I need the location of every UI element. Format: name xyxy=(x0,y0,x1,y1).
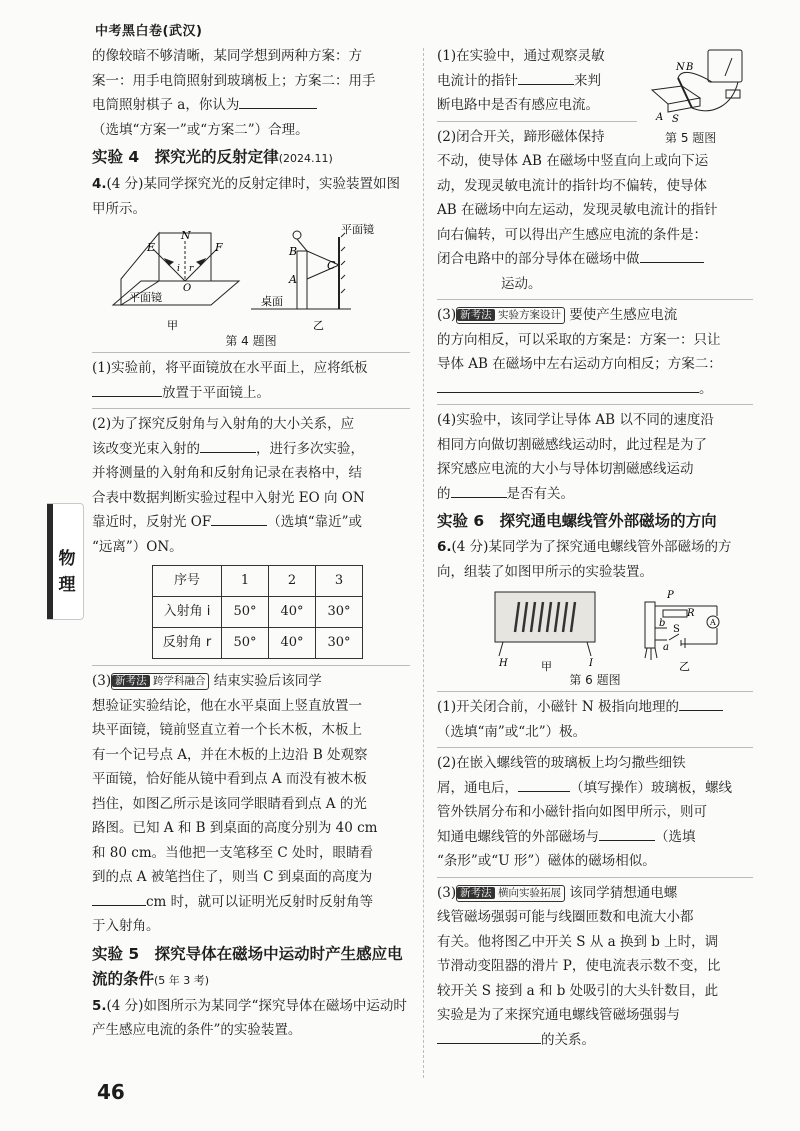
answer-blank[interactable] xyxy=(451,483,507,498)
label-a: a xyxy=(663,642,669,653)
label-A: A xyxy=(656,112,664,123)
q5-part2: (2)闭合开关，蹄形磁体保持 不动，使导体 AB 在磁场中竖直向上或向下运 动，发现灵敏电流计的指针均不偏转，使导体 AB 在磁场中向左运动，发现灵敏电流计的指针 向右偏转，可以得出产生感应电流的条件是： 闭合电路中的部分导体在磁场中做 运动。 xyxy=(437,128,718,292)
figure-6-yi xyxy=(645,602,719,660)
section-title-exp6: 实验 6 探究通电螺线管外部磁场的方向 xyxy=(437,512,717,530)
q5-part1: (1)在实验中，通过观察灵敏 电流计的指针 来判 断电路中是否有感应电流。 xyxy=(437,48,605,113)
divider-line xyxy=(437,299,753,300)
left-column xyxy=(92,44,410,1043)
label-yi: 乙 xyxy=(679,660,690,672)
table-cell: 反射角 r xyxy=(153,628,222,659)
label-P: P xyxy=(667,590,674,601)
question-5-intro: 5.(4 分)如图所示为某同学“探究导体在磁场中运动时产生感应电流的条件”的实验装置。 xyxy=(92,997,407,1038)
label-A: A xyxy=(710,618,716,627)
label-mirror-yi: 平面镜 xyxy=(341,223,374,236)
label-yi: 乙 xyxy=(313,319,324,332)
figure-5 xyxy=(642,46,752,126)
eye-icon xyxy=(293,231,301,239)
q5-part4: (4)实验中，该同学让导体 AB 以不同的速度沿 相同方向做切割磁感线运动时，此过程是为了 探究感应电流的大小与导体切割磁感线运动 的 是否有关。 xyxy=(437,412,714,502)
galvanometer-icon xyxy=(708,50,742,82)
q4-part3: (3) 新考法 跨学科融合 结束实验后该同学 想验证实验结论，他在水平桌面上竖直放置一 块平面镜，镜前竖直立着一个长木板，木板上 有一个记号点 A，并在木板的上边沿 B 处观察 平面镜，恰好能从镜中看到点 A 而没有被木板 挡住，如图乙所示是该同学眼睛看到点 A 的光 路图。已知 A 和 B 到桌面的高度分别为 40 cm 和 80 cm。当他把一支笔移至 C 处时，眼睛看 到的点 A 被笔挡住了，则当 C 到桌面的高度为 cm 时，就可以证明光反射时反射角等 于入射角。 xyxy=(92,673,378,934)
label-S: S xyxy=(672,114,679,125)
table-row xyxy=(153,597,363,628)
label-O: O xyxy=(183,283,192,294)
section-title-exp5: 实验 5 探究导体在磁场中运动时产生感应电流的条件(5 年 3 考) xyxy=(92,944,403,988)
q5-part3: (3) 新考法 实验方案设计 要使产生感应电流 的方向相反，可以采取的方案是：方案一：只让 导体 AB 在磁场中左右运动方向相反；方案二： 。 xyxy=(437,307,722,397)
table-cell: 40° xyxy=(269,597,316,628)
book-header: 中考黑白卷(武汉) xyxy=(95,24,203,39)
answer-blank[interactable] xyxy=(518,70,574,85)
divider-line xyxy=(437,747,753,748)
solenoid-core xyxy=(645,602,655,648)
answer-blank[interactable] xyxy=(92,891,146,906)
figure-5-caption: 第 5 题图 xyxy=(665,131,717,145)
answer-blank[interactable] xyxy=(518,777,570,792)
divider-line xyxy=(437,121,637,122)
label-N: N xyxy=(676,62,685,73)
column-divider xyxy=(423,48,424,1078)
label-I: I xyxy=(589,658,593,669)
label-desk: 桌面 xyxy=(261,295,283,308)
label-i: i xyxy=(177,264,180,274)
new-method-tag: 新考法 跨学科融合 xyxy=(111,673,209,690)
page-number: 46 xyxy=(97,1080,125,1104)
divider-line xyxy=(437,404,753,405)
figure-6-jia xyxy=(495,592,595,656)
glass-plate xyxy=(495,592,595,642)
table-cell: 1 xyxy=(222,566,269,597)
table-cell: 50° xyxy=(222,628,269,659)
label-jia: 甲 xyxy=(541,660,552,672)
label-B: B xyxy=(686,62,694,73)
figure-6 xyxy=(455,584,735,672)
label-F: F xyxy=(215,241,223,254)
angle-table xyxy=(152,565,363,659)
rheostat-icon xyxy=(663,610,687,617)
intro-line: （选填“方案一”或“方案二”）合理。 xyxy=(92,121,309,138)
figure-4-caption: 第 4 题图 xyxy=(225,334,277,348)
answer-blank[interactable] xyxy=(640,248,704,263)
answer-blank[interactable] xyxy=(599,826,655,841)
question-6-intro: 6.(4 分)某同学为了探究通电螺线管外部磁场的方向，组装了如图甲所示的实验装置。 xyxy=(437,539,732,580)
intro-line: 的像较暗不够清晰，某同学想到两种方案：方 xyxy=(92,48,362,64)
eye-line xyxy=(297,239,307,251)
label-B: B xyxy=(289,245,298,258)
divider-line xyxy=(437,877,753,878)
table-cell: 30° xyxy=(316,628,363,659)
new-method-tag: 新考法 实验方案设计 xyxy=(456,307,565,324)
answer-blank[interactable] xyxy=(200,438,256,453)
figure-6-caption: 第 6 题图 xyxy=(569,673,621,687)
table-cell: 2 xyxy=(269,566,316,597)
subject-tab xyxy=(47,503,84,620)
table-cell: 序号 xyxy=(153,566,222,597)
answer-blank[interactable] xyxy=(211,511,267,526)
q6-part1: (1)开关闭合前，小磁针 N 极指向地理的 （选填“南”或“北”）极。 xyxy=(437,695,753,744)
table-cell: 40° xyxy=(269,628,316,659)
horseshoe-magnet-icon xyxy=(652,86,700,104)
label-jia: 甲 xyxy=(167,319,178,332)
label-A: A xyxy=(289,273,297,286)
table-cell: 30° xyxy=(316,597,363,628)
label-r: r xyxy=(189,264,194,274)
subject-tab-label: 物理 xyxy=(58,549,76,595)
answer-blank[interactable] xyxy=(437,1029,541,1044)
new-method-tag: 新考法 横向实验拓展 xyxy=(456,885,565,902)
right-column xyxy=(437,44,753,1052)
label-H: H xyxy=(499,658,508,669)
label-b: b xyxy=(659,618,666,629)
intro-line: 案一：用手电筒照射到玻璃板上；方案二：用手 xyxy=(92,72,376,89)
divider-line xyxy=(92,408,410,409)
q6-part3: (3) 新考法 横向实验拓展 该同学猜想通电螺 线管磁场强弱可能与线圈匝数和电流大小都 有关。他将图乙中开关 S 从 a 换到 b 上时，调 节滑动变阻器的滑片 P，使电流表示数不变，比 较开关 S 接到 a 和 b 处吸引的大头针数目，此 实验是为了来探究通电螺线管磁场强弱与 的关系。 xyxy=(437,884,721,1048)
table-cell: 50° xyxy=(222,597,269,628)
section-title-exp4: 实验 4 探究光的反射定律(2024.11) xyxy=(92,148,333,166)
label-C: C xyxy=(327,259,336,272)
label-R: R xyxy=(687,608,695,619)
question-4-intro: 4.(4 分)某同学探究光的反射定律时，实验装置如图甲所示。 xyxy=(92,176,400,217)
answer-blank[interactable] xyxy=(437,378,699,393)
label-N: N xyxy=(181,229,191,242)
label-S: S xyxy=(673,624,680,635)
q6-part2: (2)在嵌入螺线管的玻璃板上均匀撒些细铁 屑，通电后， （填写操作）玻璃板，螺线 管外铁屑分布和小磁针指向如图甲所示，则可 知通电螺线管的外部磁场与 （选填 “条形”或“U 形”）磁体的磁场相似。 xyxy=(437,755,732,869)
wooden-board xyxy=(297,251,307,309)
table-cell: 入射角 i xyxy=(153,597,222,628)
answer-blank[interactable] xyxy=(679,696,723,711)
label-E: E xyxy=(147,241,156,254)
figure-4 xyxy=(101,221,401,333)
q5-part1-block xyxy=(437,44,753,145)
table-cell: 3 xyxy=(316,566,363,597)
answer-blank[interactable] xyxy=(92,382,162,397)
table-row xyxy=(153,566,363,597)
divider-line xyxy=(92,352,410,353)
subject-tab-strip xyxy=(47,504,53,619)
intro-line: 电筒照射棋子 a，你认为 xyxy=(92,93,410,118)
divider-line xyxy=(92,665,410,666)
leg xyxy=(499,642,503,656)
answer-blank[interactable] xyxy=(239,94,317,109)
divider-line xyxy=(437,691,753,692)
q4-part1: (1)实验前，将平面镜放在水平面上，应将纸板 放置于平面镜上。 xyxy=(92,360,368,401)
conductor-AB xyxy=(678,78,692,108)
label-mirror-jia: 平面镜 xyxy=(129,291,162,304)
q4-part2: (2)为了探究反射角与入射角的大小关系，应 该改变光束入射的 ，进行多次实验， 并将测量的入射角和反射角记录在表格中，结 合表中数据判断实验过程中入射光 EO 向 ON 靠近时，反射光 OF （选填“靠近”或 “远离”）ON。 xyxy=(92,416,365,555)
table-row xyxy=(153,628,363,659)
